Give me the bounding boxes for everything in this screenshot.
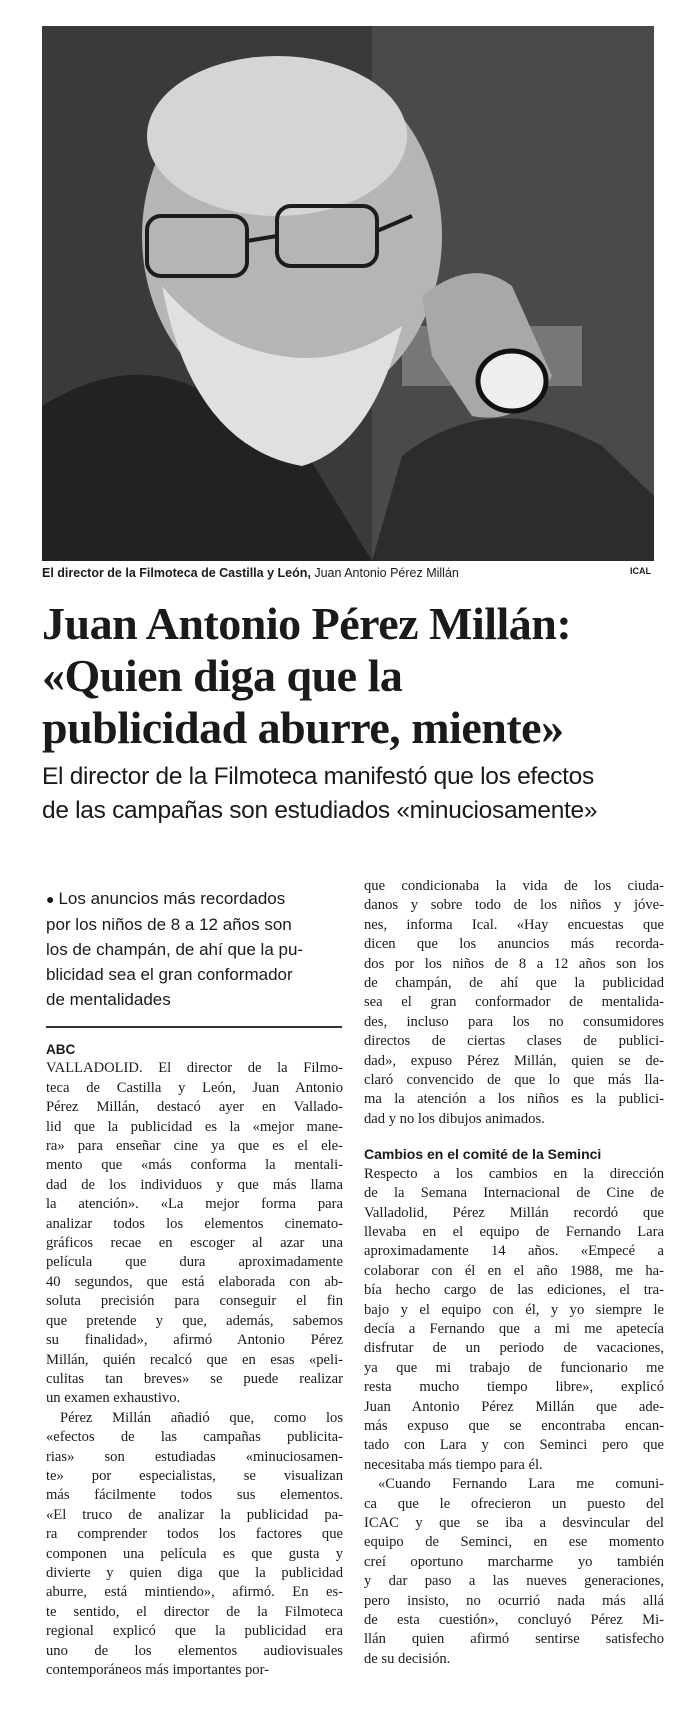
bullet-icon: ●: [46, 891, 55, 907]
text-line: mento que «más conforma la mentali-: [46, 1157, 343, 1174]
text-line: un examen exhaustivo.: [46, 1390, 181, 1407]
text-line: equipo de Seminci, en ese momento: [364, 1534, 664, 1551]
text-line: Valladolid, Pérez Millán recordó que: [364, 1204, 664, 1221]
text-line: sea el gran conformador de mentalida-: [364, 994, 664, 1011]
text-line: decía a Fernando que a mi me apetecía: [364, 1320, 664, 1337]
paragraph-2: [46, 1409, 343, 1681]
subheadline-line: El director de la Filmoteca manifestó que los efectos: [42, 763, 594, 790]
summary-box: [46, 886, 346, 1012]
summary-line: los de champán, de ahí que la pu-: [46, 940, 304, 959]
text-line: nes, informa Ical. «Hay encuestas que: [364, 916, 664, 933]
summary-line: ● Los anuncios más recordados: [46, 889, 286, 908]
text-line: necesitaba más tiempo para él.: [364, 1456, 543, 1473]
text-line: ya que mi trabajo de funcionario me: [364, 1359, 664, 1376]
text-line: de la Semana Internacional de Cine de: [364, 1185, 664, 1202]
text-line: teca de Castilla y León, Juan Antonio: [46, 1079, 343, 1096]
subheadline-line: de las campañas son estudiados «minuciosamente»: [42, 797, 598, 824]
text-line: dicen que los anuncios más recorda-: [364, 936, 664, 953]
caption-bold: El director de la Filmoteca de Castilla y León,: [42, 566, 311, 580]
paragraph-5: [364, 1475, 664, 1669]
headline-line: Juan Antonio Pérez Millán:: [42, 598, 572, 649]
subheadline: [42, 760, 682, 828]
text-line: claró convencido de que lo que más lla-: [364, 1072, 664, 1089]
text-line: [46, 1059, 343, 1078]
text-line: aproximadamente 14 años. «Empecé a: [364, 1243, 664, 1260]
text-line: y dar paso a las nueves generaciones,: [364, 1573, 664, 1590]
text-line: ra» para enseñar cine ya que es el ele-: [46, 1138, 343, 1155]
text-line: ra comprender todos los factores que: [46, 1526, 343, 1543]
text-line: soluta precisión para conseguir el fin: [46, 1293, 343, 1310]
paragraph-4: [364, 1165, 664, 1476]
text-line: ma la atención a los niños es la publici-: [364, 1091, 664, 1108]
text-line: analizar todos los elementos cinemato-: [46, 1215, 343, 1232]
text-line: danos y sobre todo de los niños y jóve-: [364, 897, 664, 914]
text-line: «efectos de las campañas publicita-: [46, 1429, 343, 1446]
paragraph-3: [364, 877, 664, 1129]
text-line: ICAC y que se iba a desvincular del: [364, 1515, 664, 1531]
paragraph-1: [46, 1059, 343, 1408]
dateline: VALLADOLID.: [46, 1060, 159, 1077]
text-line: contemporáneos más importantes por-: [46, 1662, 270, 1678]
summary-line: blicidad sea el gran conformador: [46, 965, 293, 984]
text-line: divierte y quien diga que la publicidad: [46, 1564, 343, 1581]
text-line: pero insisto, no ocurrió nada más allá: [364, 1592, 664, 1609]
portrait-photo: [42, 26, 654, 561]
text-line: aburre, está mintiendo», afirmó. En es-: [46, 1584, 343, 1601]
text-line: disfrutar de un periodo de vacaciones,: [364, 1340, 664, 1357]
photo-caption: [42, 566, 602, 580]
caption-name: Juan Antonio Pérez Millán: [314, 566, 459, 580]
text-line: colaborar con él en el año 1988, me ha-: [364, 1262, 664, 1279]
article-column-left: [46, 1040, 343, 1680]
text-line: su finalidad», afirmó Antonio Pérez: [46, 1332, 343, 1349]
text-line: Millán, quién recalcó que en esas «peli-: [46, 1351, 343, 1368]
text-line: lid que la publicidad es la «mejor mane-: [46, 1118, 343, 1135]
text-line: bajo y el equipo con él, y yo siempre le: [364, 1301, 664, 1318]
text-line: de su decisión.: [364, 1650, 451, 1667]
article-column-right: [364, 877, 664, 1669]
text-line: Juan Antonio Pérez Millán que ade-: [364, 1398, 664, 1415]
text-line: regional explicó que la publicidad era: [46, 1623, 343, 1640]
text-line: más expuso que se encontraba encan-: [364, 1417, 664, 1434]
text-line: te sentido, el director de la Filmoteca: [46, 1603, 343, 1620]
text-line: rias» son estudiadas «minuciosamen-: [46, 1448, 343, 1465]
text-line: dos por los niños de 8 a 12 años son los: [364, 955, 664, 972]
text-line: creí oportuno marcharme yo también: [364, 1553, 664, 1570]
text-line: bía hecho cargo de las ediciones, el tra-: [364, 1282, 664, 1299]
text-line: dad y no los dibujos animados.: [364, 1110, 545, 1127]
text-line: dad de los individuos y que más llama: [46, 1176, 343, 1193]
text-line: Pérez Millán, destacó ayer en Vallado-: [46, 1099, 343, 1116]
byline: ABC: [46, 1042, 76, 1057]
headline-line: «Quien diga que la: [42, 650, 403, 701]
text-line: Respecto a los cambios en la dirección: [364, 1165, 664, 1182]
text-line: uno de los elementos audiovisuales: [46, 1642, 343, 1659]
text-line: resta mucho tiempo libre», explicó: [364, 1379, 664, 1396]
headline-line: publicidad aburre, miente»: [42, 702, 564, 753]
text-line-body: El director de la Filmo-: [158, 1060, 343, 1077]
section-subheading: Cambios en el comité de la Seminci: [364, 1146, 602, 1163]
text-line: gráficos recae en escoger al azar una: [46, 1235, 343, 1252]
summary-divider: [46, 1026, 342, 1028]
summary-line: por los niños de 8 a 12 años son: [46, 915, 292, 934]
headline: [42, 598, 682, 754]
text-line: de champán, de ahí que la publicidad: [364, 975, 664, 992]
text-line: que condicionaba la vida de los ciuda-: [364, 878, 664, 894]
text-line: componen una película es que gusta y: [46, 1545, 343, 1562]
summary-line: de mentalidades: [46, 990, 171, 1009]
text-line: culitas tan breves» se puede realizar: [46, 1370, 343, 1387]
text-line: 40 segundos, que está elaborada con ab-: [46, 1273, 343, 1290]
text-line: de esta cuestión», concluyó Pérez Mi-: [364, 1612, 664, 1629]
text-line: que pretende y que, además, sabemos: [46, 1312, 343, 1329]
photo-credit: ICAL: [630, 566, 651, 576]
text-line: te» por especialistas, se visualizan: [46, 1467, 343, 1484]
text-line: directos de ciertas clases de publici-: [364, 1033, 664, 1050]
text-line: más fácilmente todos sus elementos.: [46, 1487, 343, 1504]
text-line: Pérez Millán añadió que, como los: [60, 1409, 343, 1426]
text-line: ca que le ofrecieron un puesto del: [364, 1495, 664, 1512]
text-line: dad», expuso Pérez Millán, quien se de-: [364, 1052, 664, 1069]
text-line: película que dura aproximadamente: [46, 1254, 343, 1271]
text-line: llán quien afirmó sentirse satisfecho: [364, 1631, 664, 1648]
text-line: la atención». «La mejor forma para: [46, 1196, 343, 1213]
text-line: llevaba en el equipo de Fernando Lara: [364, 1223, 664, 1240]
text-line: «El truco de analizar la publicidad pa-: [46, 1506, 343, 1523]
portrait-illustration: [42, 26, 654, 561]
text-line: des, incluso para los no consumidores: [364, 1013, 664, 1030]
text-line: tado con Lara y con Seminci pero que: [364, 1437, 664, 1454]
text-line: «Cuando Fernando Lara me comuni-: [378, 1476, 664, 1493]
